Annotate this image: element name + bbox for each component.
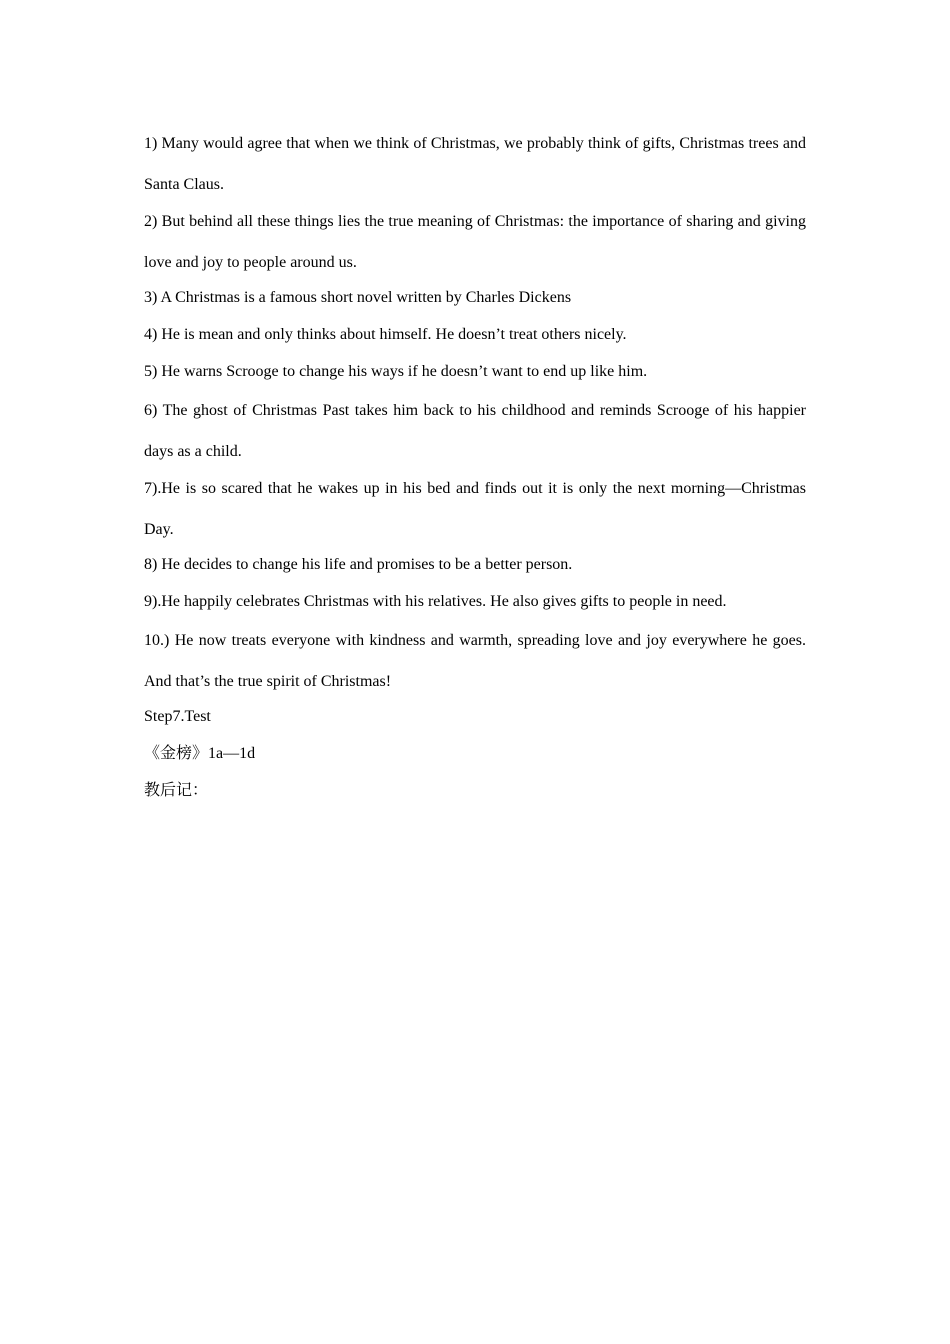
paragraph-7: 7).He is so scared that he wakes up in his bed and finds out it is only the next morning—Christmas Day. xyxy=(144,480,806,538)
paragraph-3: 3) A Christmas is a famous short novel written by Charles Dickens xyxy=(144,289,572,306)
paragraph-4: 4) He is mean and only thinks about himself. He doesn’t treat others nicely. xyxy=(144,326,627,343)
teaching-notes-label: 教后记： xyxy=(144,782,209,799)
document-body xyxy=(144,123,806,809)
paragraph-8: 8) He decides to change his life and promises to be a better person. xyxy=(144,556,573,573)
step-heading: Step7.Test xyxy=(144,708,211,725)
paragraph-1: 1) Many would agree that when we think of Christmas, we probably think of gifts, Christmas trees and Santa Claus. xyxy=(144,135,806,193)
book-reference: 《金榜》1a—1d xyxy=(144,745,256,762)
paragraph-6: 6) The ghost of Christmas Past takes him back to his childhood and reminds Scrooge of his happier days as a child. xyxy=(144,402,806,460)
paragraph-10: 10.) He now treats everyone with kindness and warmth, spreading love and joy everywhere he goes. And that’s the true spirit of Christmas! xyxy=(144,632,806,690)
paragraph-5: 5) He warns Scrooge to change his ways if he doesn’t want to end up like him. xyxy=(144,363,648,380)
paragraph-2: 2) But behind all these things lies the true meaning of Christmas: the importance of sharing and giving love and joy to people around us. xyxy=(144,213,806,271)
paragraph-9: 9).He happily celebrates Christmas with his relatives. He also gives gifts to people in need. xyxy=(144,593,727,610)
